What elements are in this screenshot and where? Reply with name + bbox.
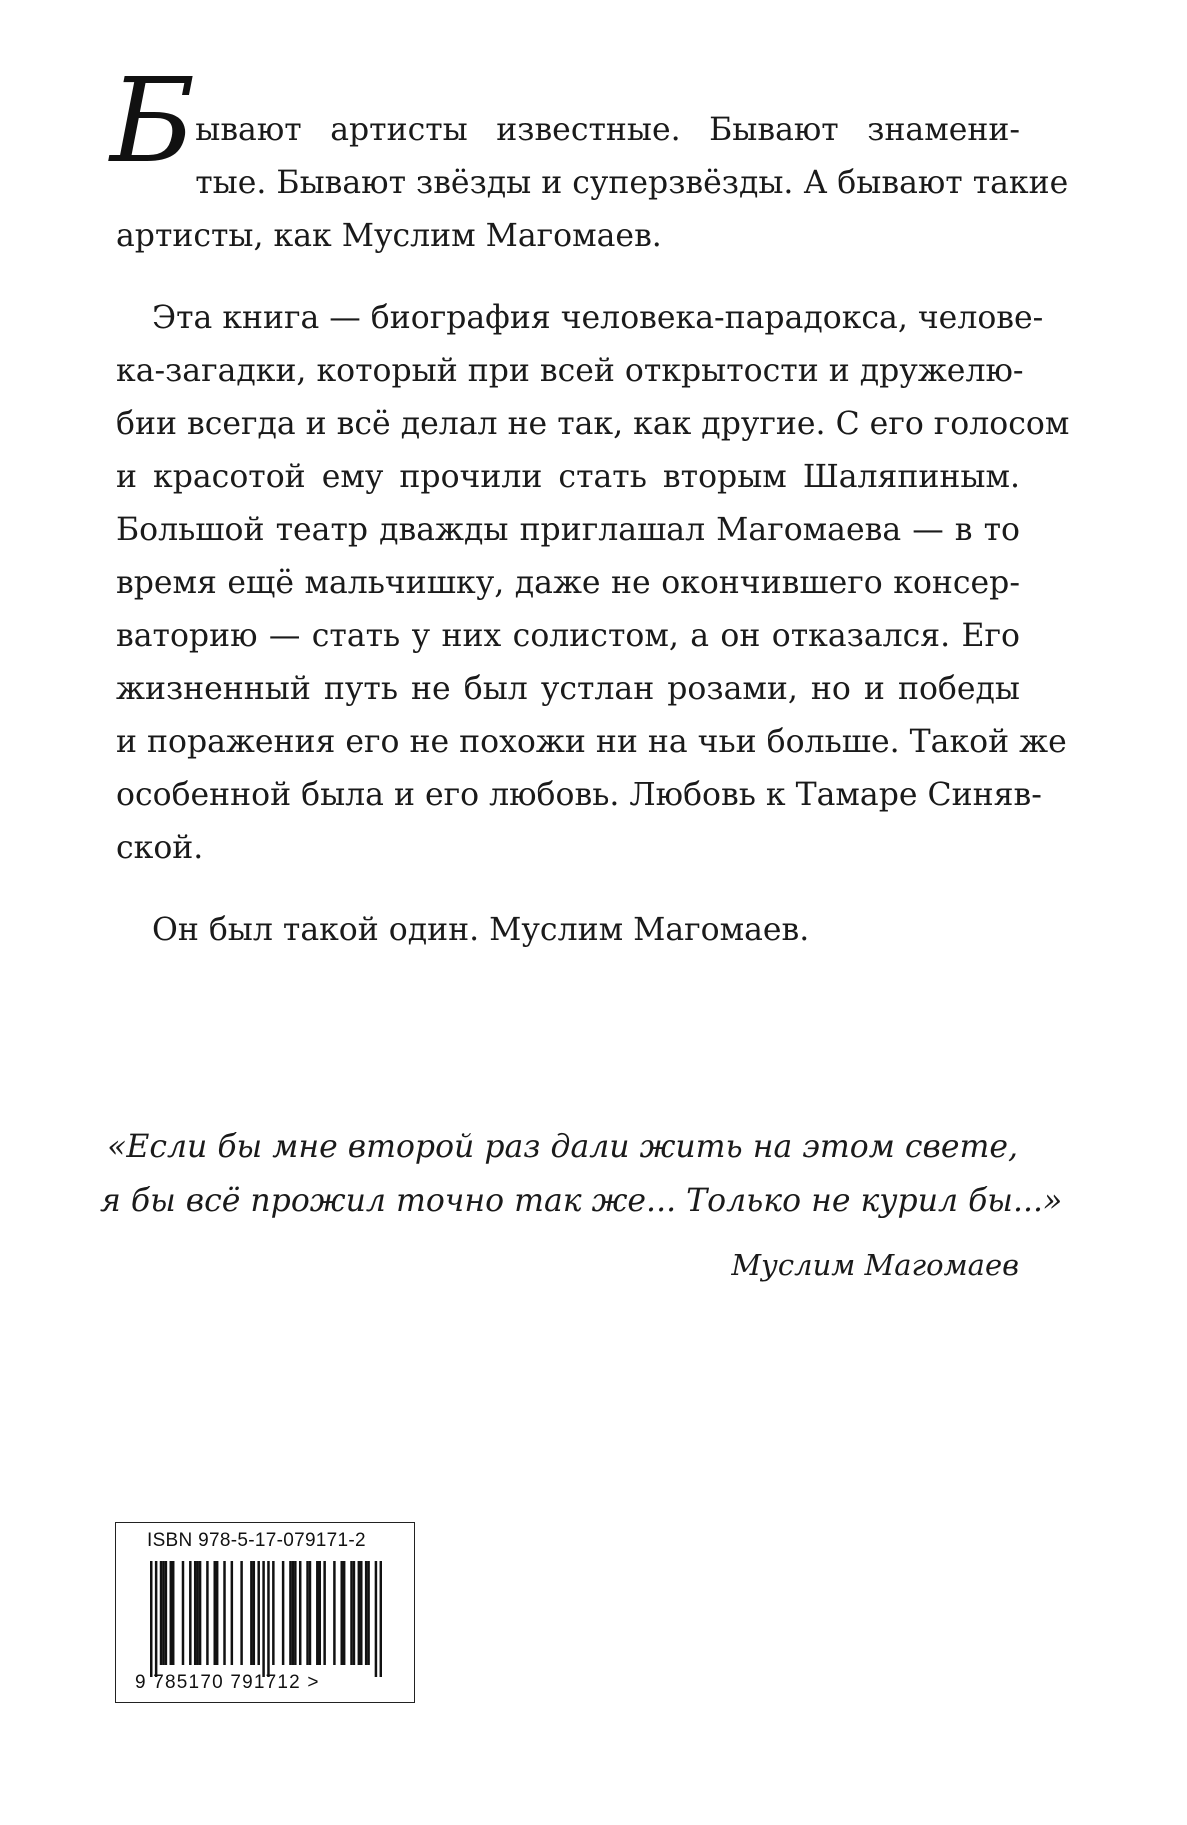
barcode-bar [182, 1561, 184, 1665]
barcode-bar [343, 1561, 345, 1665]
barcode-bar [358, 1561, 360, 1665]
barcode-bar [323, 1561, 325, 1665]
barcode-bar [162, 1561, 164, 1665]
barcode-bar [172, 1561, 174, 1665]
annotation-text [110, 54, 1070, 957]
barcode-bars [150, 1561, 382, 1677]
barcode-bar [262, 1561, 264, 1677]
drop-cap: Б [110, 54, 192, 189]
barcode-bar [257, 1561, 259, 1665]
epigraph-quote [100, 1120, 1063, 1228]
barcode-bar [189, 1561, 191, 1665]
barcode-bar [316, 1561, 318, 1665]
barcode-bar [333, 1561, 335, 1665]
barcode-bar [360, 1561, 362, 1665]
barcode-bar [253, 1561, 255, 1665]
body-line-1: Эта книга — биография человека-парадокса, челове- [152, 300, 1044, 336]
body-line-11: ской. [116, 830, 204, 866]
barcode-bar [299, 1561, 301, 1665]
body-paragraph [116, 292, 1070, 875]
body-line-9: и поражения его не похожи ни на чьи больше. Такой же [116, 724, 1067, 760]
barcode-bar [155, 1561, 157, 1677]
paragraph-gap [116, 263, 1020, 292]
barcode-bar [250, 1561, 252, 1665]
barcode-bar [216, 1561, 218, 1665]
barcode-bar [272, 1561, 274, 1665]
barcode-bar [165, 1561, 167, 1665]
barcode-bar [350, 1561, 352, 1665]
barcode-digits: 9 785170 791712 > [135, 1672, 320, 1693]
barcode-bar [292, 1561, 294, 1665]
barcode-bar [206, 1561, 208, 1665]
isbn-barcode [115, 1522, 415, 1703]
intro-line-2: тые. Бывают звёзды и суперзвёзды. А бывают такие [195, 165, 1069, 201]
body-line-8: жизненный путь не был устлан розами, но и победы [116, 671, 1020, 707]
barcode-bar [367, 1561, 369, 1665]
closing-paragraph [116, 904, 1020, 957]
body-line-6: время ещё мальчишку, даже не окончившего консер- [116, 565, 1020, 601]
barcode-bar [319, 1561, 321, 1665]
closing-line: Он был такой один. Муслим Магомаев. [152, 912, 810, 948]
barcode-bar [231, 1561, 233, 1665]
body-line-4: и красотой ему прочили стать вторым Шаляпиным. [116, 459, 1020, 495]
intro-line-1: ывают артисты известные. Бывают знамени- [195, 112, 1020, 148]
intro-paragraph [110, 54, 1069, 263]
barcode-bar [353, 1561, 355, 1665]
isbn-label: ISBN 978-5-17-079171-2 [147, 1530, 366, 1551]
barcode-bar [289, 1561, 291, 1665]
barcode-bar [196, 1561, 198, 1665]
barcode-bar [380, 1561, 382, 1677]
paragraph-gap [116, 875, 1020, 904]
quote-line-1: «Если бы мне второй раз дали жить на этом свете, [107, 1129, 1018, 1165]
quote-author: Муслим Магомаев [731, 1248, 1019, 1282]
barcode-bar [199, 1561, 201, 1665]
barcode-bar [282, 1561, 284, 1665]
barcode-bar [213, 1561, 215, 1665]
barcode-bar [223, 1561, 225, 1665]
body-line-7: ваторию — стать у них солистом, а он отказался. Его [116, 618, 1020, 654]
body-line-2: ка-загадки, который при всей открытости и дружелю- [116, 353, 1024, 389]
quote-line-2: я бы всё прожил точно так же... Только не курил бы...» [100, 1183, 1063, 1219]
barcode-bar [170, 1561, 172, 1665]
barcode-bar [240, 1561, 242, 1665]
intro-line-3: артисты, как Муслим Магомаев. [116, 218, 662, 254]
barcode-bar [267, 1561, 269, 1677]
barcode-bar [306, 1561, 308, 1665]
barcode-bar [294, 1561, 296, 1665]
barcode-bar [365, 1561, 367, 1665]
barcode-bar [309, 1561, 311, 1665]
barcode-bar [160, 1561, 162, 1665]
body-line-3: бии всегда и всё делал не так, как другие. С его голосом [116, 406, 1070, 442]
body-line-10: особенной была и его любовь. Любовь к Тамаре Синяв- [116, 777, 1042, 813]
barcode-bar [194, 1561, 196, 1665]
barcode-bar [340, 1561, 342, 1665]
barcode-bar [150, 1561, 152, 1677]
barcode-bar [375, 1561, 377, 1677]
body-line-5: Большой театр дважды приглашал Магомаева — в то [116, 512, 1020, 548]
